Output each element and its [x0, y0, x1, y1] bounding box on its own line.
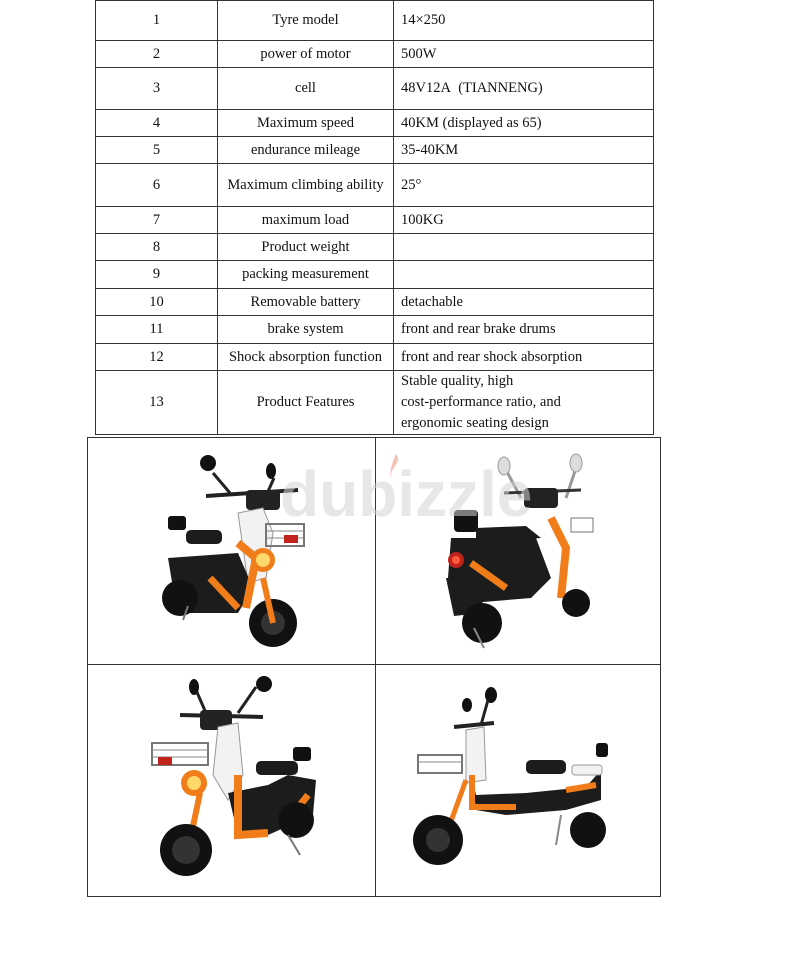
- photo-scooter-side: [376, 665, 662, 898]
- spec-row-name: Maximum speed: [218, 110, 394, 137]
- spec-row-number: 12: [96, 344, 218, 371]
- spec-row: [96, 110, 654, 137]
- scooter-image-4: [376, 665, 662, 898]
- spec-row: [96, 344, 654, 371]
- spec-value-line: 25°: [401, 176, 422, 193]
- spec-value-line: front and rear shock absorption: [401, 348, 583, 365]
- spec-row-value: [394, 261, 654, 289]
- photo-scooter-front-right: [88, 438, 375, 664]
- spec-row-value: [394, 207, 654, 234]
- spec-row: [96, 137, 654, 164]
- spec-row-value: [394, 110, 654, 137]
- spec-row-name: Tyre model: [218, 1, 394, 41]
- spec-row-number: 5: [96, 137, 218, 164]
- spec-row-name: packing measurement: [218, 261, 394, 289]
- product-photo-grid: [87, 437, 661, 897]
- spec-row-number: 4: [96, 110, 218, 137]
- spec-row-number: 2: [96, 41, 218, 68]
- spec-value-line: cost-performance ratio, and: [401, 394, 561, 410]
- spec-row: [96, 316, 654, 344]
- spec-row: [96, 371, 654, 435]
- spec-row-name: brake system: [218, 316, 394, 344]
- spec-row-name: Maximum climbing ability: [218, 164, 394, 207]
- spec-row-name: Removable battery: [218, 289, 394, 316]
- spec-row-number: 8: [96, 234, 218, 261]
- spec-row: [96, 68, 654, 110]
- spec-row-name: cell: [218, 68, 394, 110]
- spec-row-value: [394, 137, 654, 164]
- spec-row-name: endurance mileage: [218, 137, 394, 164]
- spec-row-value: [394, 289, 654, 316]
- spec-row: [96, 207, 654, 234]
- scooter-image-1: [88, 438, 375, 664]
- spec-row-name: Product Features: [218, 371, 394, 435]
- spec-row: [96, 234, 654, 261]
- spec-row: [96, 261, 654, 289]
- watermark-text: dubizzle: [280, 458, 533, 528]
- spec-row-number: 13: [96, 371, 218, 435]
- spec-row-value: [394, 1, 654, 41]
- photo-scooter-front-left: [88, 665, 375, 898]
- spec-row-value: [394, 316, 654, 344]
- spec-row-number: 1: [96, 1, 218, 41]
- spec-row-name: power of motor: [218, 41, 394, 68]
- spec-row-number: 6: [96, 164, 218, 207]
- spec-row-name: Product weight: [218, 234, 394, 261]
- spec-value-line: 14×250: [401, 12, 446, 28]
- spec-row-number: 3: [96, 68, 218, 110]
- spec-value-line: detachable: [401, 293, 463, 310]
- spec-row-value: [394, 164, 654, 207]
- spec-row-number: 11: [96, 316, 218, 344]
- spec-value-line: 48V12A (TIANNENG): [401, 80, 543, 96]
- spec-row-value: [394, 371, 654, 435]
- spec-value-line: ergonomic seating design: [401, 415, 549, 431]
- spec-row: [96, 164, 654, 207]
- spec-row-number: 7: [96, 207, 218, 234]
- spec-value-line: 40KM (displayed as 65): [401, 114, 542, 131]
- spec-row-number: 10: [96, 289, 218, 316]
- spec-row-value: [394, 234, 654, 261]
- scooter-image-3: [88, 665, 375, 898]
- spec-value-line: 100KG: [401, 211, 444, 228]
- spec-value-line: 35-40KM: [401, 141, 459, 158]
- spec-row: [96, 1, 654, 41]
- spec-row: [96, 289, 654, 316]
- spec-row-value: [394, 41, 654, 68]
- spec-row-value: [394, 68, 654, 110]
- spec-table-body: [96, 1, 654, 435]
- spec-value-line: front and rear brake drums: [401, 321, 556, 337]
- spec-row-name: maximum load: [218, 207, 394, 234]
- spec-row-value: [394, 344, 654, 371]
- photo-scooter-rear: [376, 438, 662, 664]
- spec-value-line: 500W: [401, 45, 437, 62]
- scooter-image-2: [376, 438, 662, 664]
- spec-row-number: 9: [96, 261, 218, 289]
- spec-row: [96, 41, 654, 68]
- spec-table: [95, 0, 654, 435]
- spec-row-name: Shock absorption function: [218, 344, 394, 371]
- spec-value-line: Stable quality, high: [401, 373, 514, 389]
